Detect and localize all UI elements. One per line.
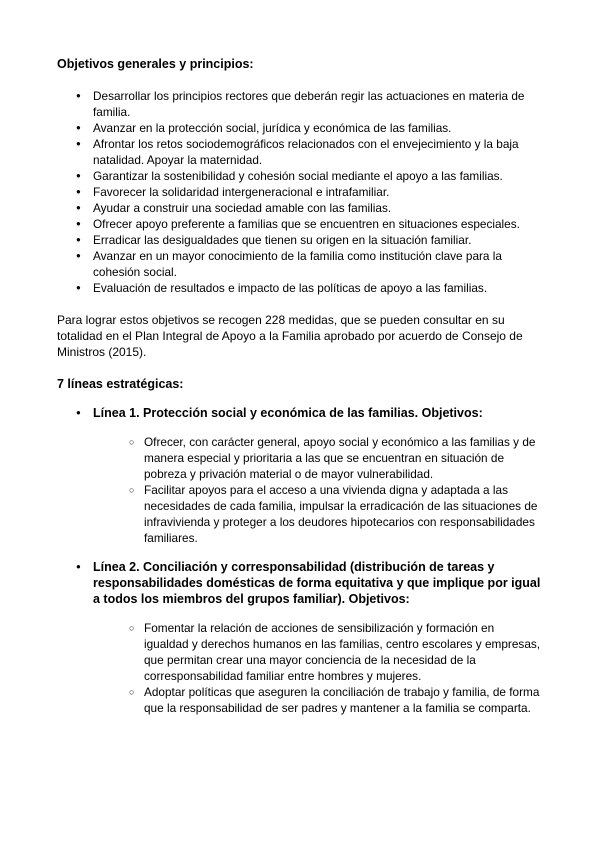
list-item: ● Ayudar a construir una sociedad amable con las familias. xyxy=(57,200,542,216)
line-title: ● Línea 2. Conciliación y corresponsabilidad (distribución de tareas y responsabilidades domésticas de forma equitativa y que implique por igual a todos los miembros del grupos familiar). Objetivos: xyxy=(93,560,541,606)
list-item: ● Favorecer la solidaridad intergeneracional e intrafamiliar. xyxy=(57,184,542,200)
list-item: ○ Facilitar apoyos para el acceso a una vivienda digna y adaptada a las necesidades de cada familia, impulsar la erradicación de las situaciones de infravivienda y proteger a los deudores hipotecarios con responsabilidades familiares. xyxy=(129,482,542,546)
list-item: ● Evaluación de resultados e impacto de las políticas de apoyo a las familias. xyxy=(57,280,542,296)
list-item: ○ Fomentar la relación de acciones de sensibilización y formación en igualdad y derechos humanos en las familias, centro escolares y empresas, que permitan crear una mayor conciencia de la necesidad de la corresponsabilidad familiar entre hombres y mujeres. xyxy=(129,620,542,684)
list-item: ● Avanzar en un mayor conocimiento de la familia como institución clave para la cohesión social. xyxy=(57,248,542,280)
objectives-heading: Objetivos generales y principios: xyxy=(57,57,254,71)
list-item: ○ Ofrecer, con carácter general, apoyo social y económico a las familias y de manera especial y prioritaria a las que se encuentran en situación de pobreza y privación material o de mayor vulnerabilidad. xyxy=(129,434,542,482)
list-item: ● Ofrecer apoyo preferente a familias que se encuentren en situaciones especiales. xyxy=(57,216,542,232)
line-objectives xyxy=(93,620,542,716)
list-item: ● Erradicar las desigualdades que tienen su origen en la situación familiar. xyxy=(57,232,542,248)
objectives-list xyxy=(57,88,542,296)
strategic-line-1 xyxy=(57,405,542,546)
list-item: ● Avanzar en la protección social, jurídica y económica de las familias. xyxy=(57,120,542,136)
strategic-lines-list xyxy=(57,405,542,716)
list-item: ● Desarrollar los principios rectores que deberán regir las actuaciones en materia de familia. xyxy=(57,88,542,120)
list-item: ● Garantizar la sostenibilidad y cohesión social mediante el apoyo a las familias. xyxy=(57,168,542,184)
line-title: ● Línea 1. Protección social y económica de las familias. Objetivos: xyxy=(93,406,483,420)
strategic-line-2 xyxy=(57,559,542,716)
list-item: ○ Adoptar políticas que aseguren la conciliación de trabajo y familia, de forma que la responsabilidad de ser padres y mantener a la familia se comparta. xyxy=(129,684,542,716)
lines-heading: 7 líneas estratégicas: xyxy=(57,377,184,391)
line-objectives xyxy=(93,434,542,546)
list-item: ● Afrontar los retos sociodemográficos relacionados con el envejecimiento y la baja natalidad. Apoyar la maternidad. xyxy=(57,136,542,168)
measures-paragraph: Para lograr estos objetivos se recogen 228 medidas, que se pueden consultar en su totalidad en el Plan Integral de Apoyo a la Familia aprobado por acuerdo de Consejo de Ministros (2015). xyxy=(57,313,523,359)
